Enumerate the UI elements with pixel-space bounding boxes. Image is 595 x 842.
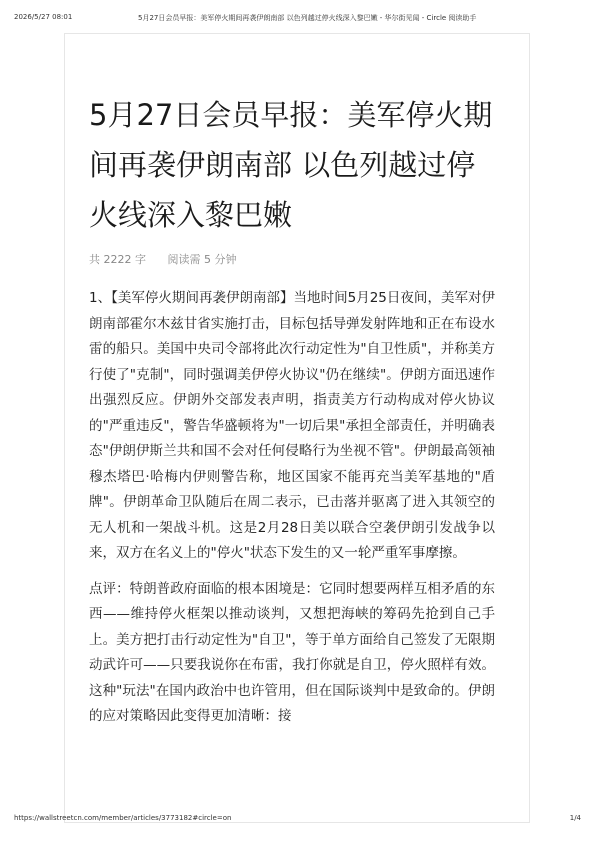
page-url: https://wallstreetcn.com/member/articles/3773182#circle=on: [14, 814, 232, 822]
print-footer: [14, 814, 581, 826]
word-count: 共 2222 字: [89, 253, 146, 266]
article-paragraph: 1、【美军停火期间再袭伊朗南部】当地时间5月25日夜间，美军对伊朗南部霍尔木兹甘省实施打击，目标包括导弹发射阵地和正在布设水雷的船只。美国中央司令部将此次行动定性为"自卫性质"，并称美方行使了"克制"，同时强调美伊停火协议"仍在继续"。伊朗方面迅速作出强烈反应。伊朗外交部发表声明，指责美方行动构成对停火协议的"严重违反"，警告华盛顿将为"一切后果"承担全部责任，并明确表态"伊朗伊斯兰共和国不会对任何侵略行为坐视不管"。伊朗最高领袖穆杰塔巴·哈梅内伊则警告称，地区国家不能再充当美军基地的"盾牌"。伊朗革命卫队随后在周二表示，已击落并驱离了进入其领空的无人机和一架战斗机。这是2月28日美以联合空袭伊朗引发战争以来，双方在名义上的"停火"状态下发生的又一轮严重军事摩擦。: [89, 290, 495, 561]
read-time: 阅读需 5 分钟: [167, 253, 237, 266]
print-doc-title: 5月27日会员早报：美军停火期间再袭伊朗南部 以色列越过停火线深入黎巴嫩 - 华尔街见闻 - Circle 阅读助手: [138, 14, 477, 22]
article-title: 5月27日会员早报：美军停火期间再袭伊朗南部 以色列越过停火线深入黎巴嫩: [89, 98, 493, 232]
page-number: 1/4: [569, 814, 581, 822]
article-content: [89, 90, 495, 730]
article-meta: [89, 252, 495, 268]
article-commentary: 点评：特朗普政府面临的根本困境是：它同时想要两样互相矛盾的东西——维持停火框架以推动谈判，又想把海峡的筹码先抢到自己手上。美方把打击行动定性为"自卫"，等于单方面给自己签发了无限期动武许可——只要我说你在布雷，我打你就是自卫，停火照样有效。这种"玩法"在国内政治中也许管用，但在国际谈判中是致命的。伊朗的应对策略因此变得更加清晰：接: [89, 580, 495, 724]
print-header: [14, 13, 581, 25]
article-card: [64, 33, 530, 823]
print-date: 2026/5/27 08:01: [14, 13, 73, 21]
